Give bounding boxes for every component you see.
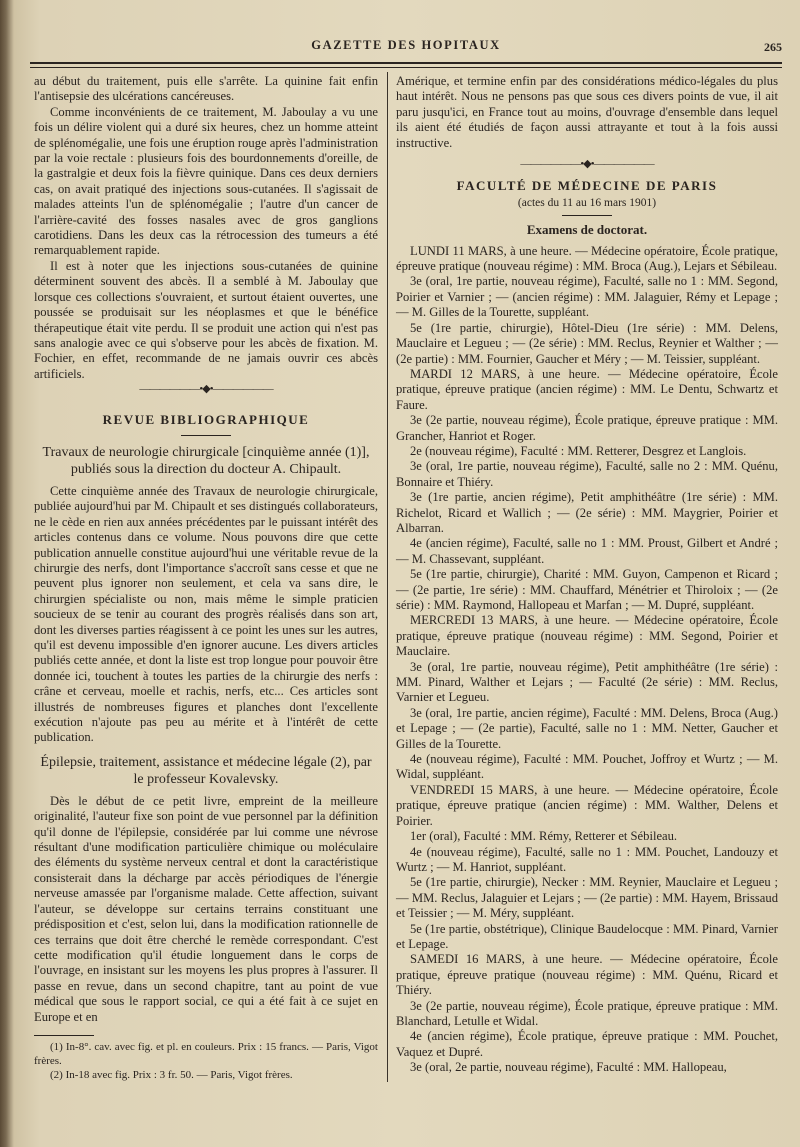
- exam-entry: 3e (2e partie, nouveau régime), École pratique, épreuve pratique : MM. Grancher, Hanriot et Roger.: [396, 413, 778, 443]
- ornament-divider: ——————•◆•——————: [520, 158, 654, 171]
- exam-entry: 5e (1re partie, obstétrique), Clinique Baudelocque : MM. Pinard, Varnier et Lepage.: [396, 921, 778, 951]
- footnote: (2) In-18 avec fig. Prix : 3 fr. 50. — Paris, Vigot frères.: [50, 1068, 293, 1081]
- short-rule: [562, 215, 612, 216]
- faculty-subtitle: (actes du 11 au 16 mars 1901): [517, 196, 657, 209]
- column-divider: [387, 72, 388, 1082]
- right-column: [396, 74, 778, 1076]
- article-title: Épilepsie, traitement, assistance et médecine légale (2), par le professeur Kovalevsky.: [40, 754, 372, 787]
- ornament-divider: ——————•◆•——————: [139, 383, 273, 396]
- exam-entry: 5e (1re partie, chirurgie), Necker : MM. Reynier, Mauclaire et Legueu ; — MM. Reclus, Jalaguier et Lejars ; — (2e partie) : MM. Hayem, Brissaud et Teissier ; — M. Méry, suppléant.: [396, 875, 778, 921]
- exam-entry: VENDREDI 15 MARS, à une heure. — Médecine opératoire, École pratique, épreuve pratique (ancien régime) : MM. Walther, Delens et Poirier.: [396, 782, 778, 828]
- footnote-rule: [34, 1035, 94, 1036]
- journal-title: GAZETTE DES HOPITAUX: [311, 38, 501, 52]
- exam-entry: 3e (oral, 1re partie, nouveau régime), Petit amphithéâtre (1re série) : MM. Pinard, Walther et Lejars ; — Faculté (2e série) : MM. Reclus, Varnier et Legueu.: [396, 659, 778, 705]
- exam-entry: 3e (oral, 1re partie, nouveau régime), Faculté, salle no 1 : MM. Segond, Poirier et Varnier ; — (ancien régime) : MM. Jalaguier, Rémy et Lepage ; — M. Gilles de la Tourette, suppléant.: [396, 274, 778, 320]
- left-column: [34, 74, 378, 1082]
- faculty-title: FACULTÉ DE MÉDECINE DE PARIS: [456, 178, 718, 194]
- exam-entry: 3e (oral, 2e partie, nouveau régime), Faculté : MM. Hallopeau,: [410, 1060, 727, 1075]
- exam-entry: 3e (oral, 1re partie, nouveau régime), Faculté, salle no 2 : MM. Quénu, Bonnaire et Thiéry.: [396, 459, 778, 489]
- exam-entry: LUNDI 11 MARS, à une heure. — Médecine opératoire, École pratique, épreuve pratique (nouveau régime) : MM. Broca (Aug.), Lejars et Sébileau.: [396, 243, 778, 274]
- exam-entry: 2e (nouveau régime), Faculté : MM. Retterer, Desgrez et Langlois.: [410, 443, 747, 458]
- exam-entry: 3e (2e partie, nouveau régime), École pratique, épreuve pratique : MM. Blanchard, Letulle et Widal.: [396, 998, 778, 1028]
- exam-entry: MARDI 12 MARS, à une heure. — Médecine opératoire, École pratique, épreuve pratique (ancien régime) : MM. Le Dentu, Schwartz et Faure.: [396, 366, 778, 412]
- article-body: Dès le début de ce petit livre, empreint de la meilleure originalité, l'auteur fixe son point de vue personnel par la définition qu'il donne de l'épilepsie, considérée par lui comme une névrose résultant d'une modification particulière chimique ou moléculaire des éléments du système nerveux central et dont la caractéristique consisterait dans la décharge par accès périodiques de l'énergie nerveuse amassée par l'organisme malade. Cette affection, suivant l'auteur, se développe sur certains terrains constituant une prédisposition et c'est, selon lui, dans la modification rationnelle de ces terrains que doit être cherché le remède correspondant. C'est cette modification qu'il étudie longuement dans le corps de l'ouvrage, en insistant sur les moyens les plus propres à l'assurer. Il passe en revue, dans un second chapitre, tant au point de vue médical que sous le rapport social, ce qui a été fait à ce sujet en Europe et en: [34, 793, 378, 1024]
- paragraph: Il est à noter que les injections sous-cutanées de quinine déterminent souvent des abcès. Il a semblé à M. Jaboulay que lorsque ces collections s'ouvraient, et surtout étaient ouvertes, une poussée se produisait sur les néoplasmes et que le bénéfice thérapeutique était vite perdu. Il se produit une action qui n'est pas sans analogie avec ce qui s'observe pour les abcès de fixation. M. Fochier, en effet, recommande de ne jamais ouvrir ces abcès artificiels.: [34, 258, 378, 381]
- exam-entry: 5e (1re partie, chirurgie), Charité : MM. Guyon, Campenon et Ricard ; — (2e partie, 1re série) : MM. Chauffard, Ménétrier et Thiroloix ; — (2e série) : MM. Raymond, Hallopeau et Marfan ; — M. Dupré, suppléant.: [396, 567, 778, 612]
- exam-entry: 4e (ancien régime), École pratique, épreuve pratique : MM. Pouchet, Vaquez et Dupré.: [396, 1029, 778, 1059]
- short-rule: [181, 435, 231, 436]
- article-body: Cette cinquième année des Travaux de neurologie chirurgicale, publiée aujourd'hui par M. Chipault et ses distingués collaborateurs, ne le cède en rien aux années précédentes par le puissant intérêt des articles contenus dans ce volume. Nous pouvons dire que cette publication annuelle constitue aujourd'hui une véritable revue de la chirurgie des nerfs, dont l'importance s'accroît sans cesse et que ne peuvent plus ignorer non seulement, et cela va sans dire, le chirurgien spécialiste ou non, mais même le simple praticien soucieux de se tenir au courant des progrès réalisés dans son art, dont les diverses parties réagissent à ce point les unes sur les autres, qu'il est devenu impossible d'en ignorer aucune. Les divers articles publiés cette année, et dont la liste est trop longue pour pouvoir être donnée ici, touchent à toutes les parties de la chirurgie des nerfs : crâne et cerveau, moelle et rachis, nerfs, etc... Ces articles sont illustrés de nombreuses figures et planches dont l'excellente exécution n'ajoute pas peu au mérite et à l'intérêt de cette publication.: [34, 483, 378, 745]
- exam-entry: 5e (1re partie, chirurgie), Hôtel-Dieu (1re série) : MM. Delens, Mauclaire et Legueu ; — (2e série) : MM. Reclus, Reynier et Walther ; — (2e partie) : MM. Fournier, Gaucher et Méry ; — M. Teissier, suppléant.: [396, 320, 778, 366]
- exam-list: [396, 244, 778, 1076]
- section-title: REVUE BIBLIOGRAPHIQUE: [102, 411, 310, 427]
- exam-entry: 3e (oral, 1re partie, ancien régime), Faculté : MM. Delens, Broca (Aug.) et Lepage ; — (2e partie), Faculté, salle no 1 : MM. Netter, Gaucher et Gilles de la Tourette.: [396, 705, 778, 751]
- header-rule-thick: [30, 62, 782, 64]
- exam-entry: 4e (nouveau régime), Faculté, salle no 1 : MM. Pouchet, Landouzy et Wurtz ; — M. Hanriot, suppléant.: [396, 844, 778, 874]
- exam-entry: 4e (nouveau régime), Faculté : MM. Pouchet, Joffroy et Wurtz ; — M. Widal, suppléant.: [396, 752, 778, 782]
- paragraph: au début du traitement, puis elle s'arrête. La quinine fait enfin l'antisepsie des ulcérations cancéreuses.: [34, 74, 378, 104]
- exam-entry: 4e (ancien régime), Faculté, salle no 1 : MM. Proust, Gilbert et André ; — M. Chassevant, suppléant.: [396, 536, 778, 566]
- page-number: 265: [764, 40, 782, 54]
- paragraph: Comme inconvénients de ce traitement, M. Jaboulay a vu une fois un délire violent qui a duré six heures, chez un homme atteint de splénomégalie, une fois une éruption rouge après l'administration par la voie rectale : plusieurs fois des bourdonnements d'oreille, de la gastralgie et deux fois la fièvre quinique. Dans ces deux derniers cas, on avait pratiqué des injections sous-cutanées. Il s'agissait de malades atteints l'un de splénomégalie ; l'autre d'un cancer de l'arrière-cavité des fosses nasales avec de gros ganglions carotidiens. Dans les deux cas la rétrocession des tumeurs a été remarquablement rapide.: [34, 104, 378, 258]
- exam-entry: 1er (oral), Faculté : MM. Rémy, Retterer et Sébileau.: [410, 829, 678, 844]
- paragraph: Amérique, et termine enfin par des considérations médico-légales du plus haut intérêt. Nous ne pensons pas que sous ces divers points de vue, il ait paru jusqu'ici, en France tout au moins, d'ouvrage d'ensemble dans lequel ils aient été étudiés de façon aussi attrayante et tout à la fois aussi instructive.: [396, 74, 778, 150]
- exam-entry: 3e (1re partie, ancien régime), Petit amphithéâtre (1re série) : MM. Richelot, Ricard et Wallich ; — (2e série) : MM. Maygrier, Poirier et Albarran.: [396, 490, 778, 535]
- header-rule-thin: [30, 67, 782, 68]
- page-header: [30, 38, 782, 62]
- exams-title: Examens de doctorat.: [526, 222, 648, 238]
- exam-entry: MERCREDI 13 MARS, à une heure. — Médecine opératoire, École pratique, épreuve pratique (nouveau régime) : MM. Segond, Poirier et Mauclaire.: [396, 613, 778, 659]
- article-title: Travaux de neurologie chirurgicale [cinquième année (1)], publiés sous la direction du docteur A. Chipault.: [42, 444, 370, 477]
- exam-entry: SAMEDI 16 MARS, à une heure. — Médecine opératoire, École pratique, épreuve pratique (nouveau régime) : MM. Quénu, Ricard et Thiéry.: [396, 952, 778, 998]
- footnote: (1) In-8°. cav. avec fig. et pl. en couleurs. Prix : 15 francs. — Paris, Vigot frères.: [34, 1040, 378, 1067]
